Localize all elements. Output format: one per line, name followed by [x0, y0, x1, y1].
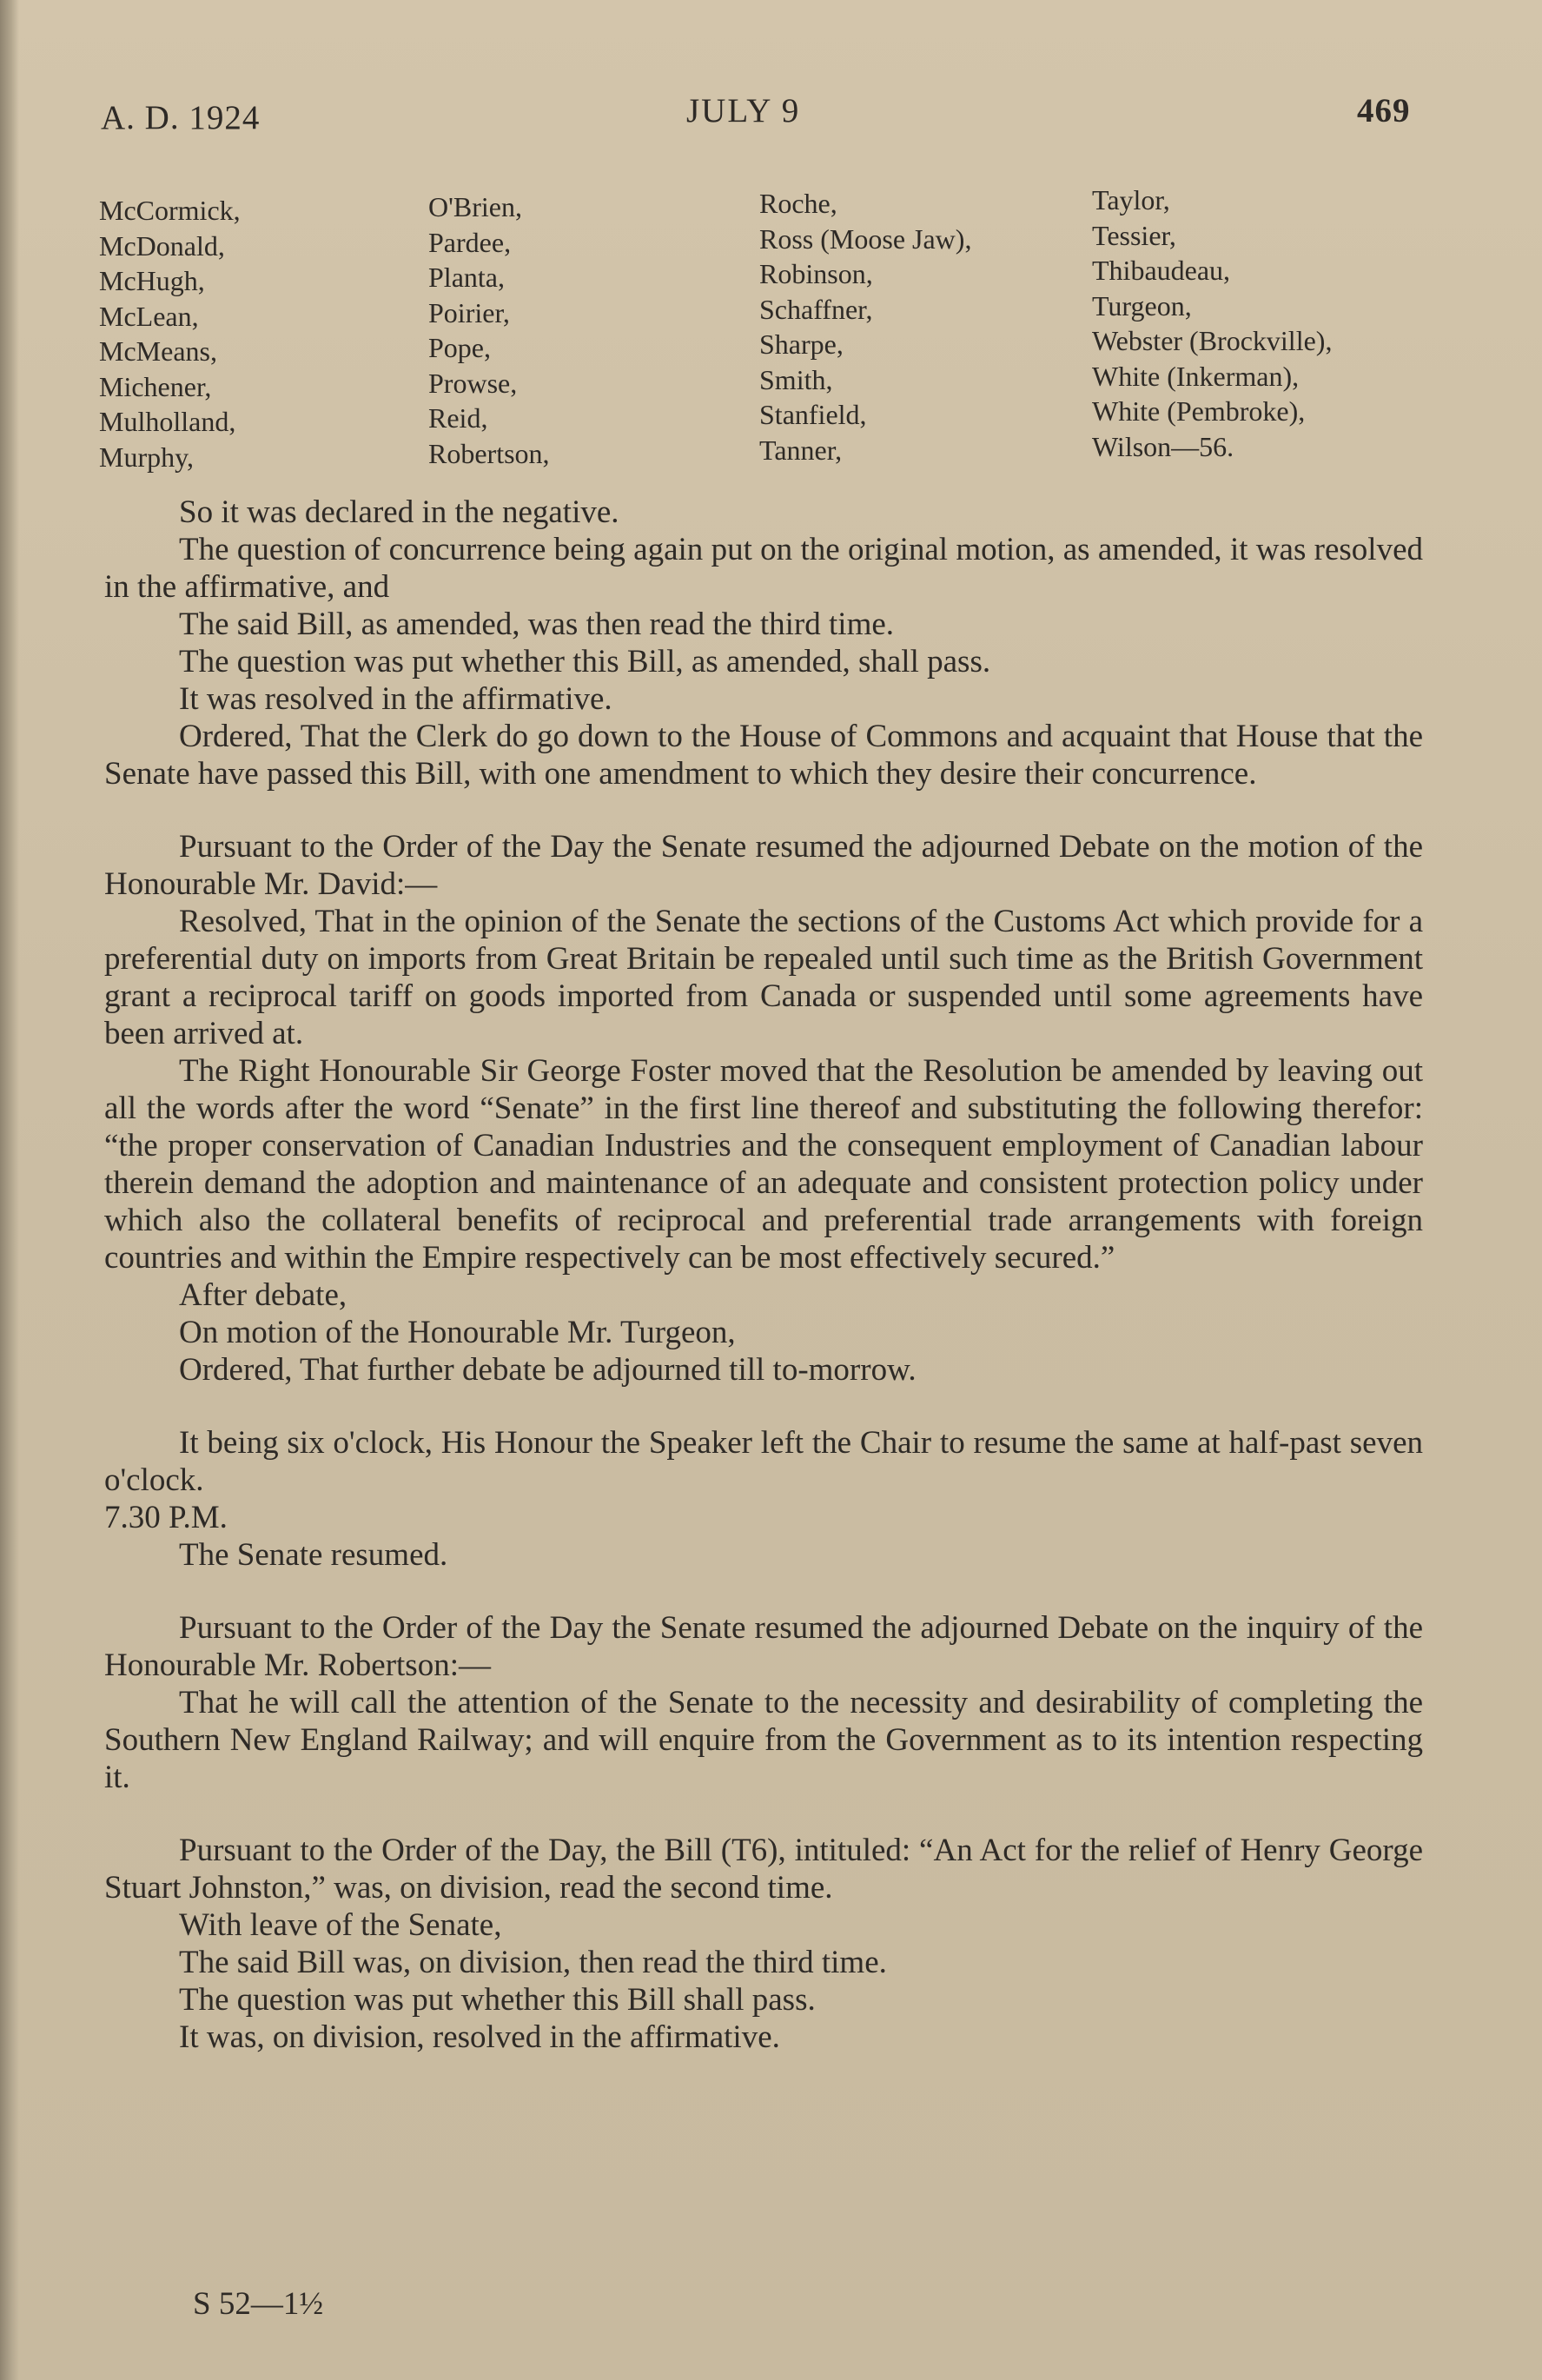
paragraph: With leave of the Senate, [179, 1907, 502, 1943]
name-entry: Michener, [99, 370, 212, 402]
name-entry: Murphy, [99, 441, 195, 473]
name-entry: Turgeon, [1092, 289, 1192, 322]
name-entry: Pope, [428, 332, 491, 363]
name-entry: Prowse, [428, 367, 518, 399]
paragraph: Pursuant to the Order of the Day, the Bill (T6), intituled: “An Act for the relief of Henry George Stuart Johnston,” was, on division, read the second time. [104, 1833, 1423, 1906]
paragraph: Resolved, That in the opinion of the Senate the sections of the Customs Act which provide for a preferential duty on imports from Great Britain be repealed until such time as the British Government grant a reciprocal tariff on goods imported from Canada or suspended until some agreements have been arrived at. [104, 904, 1423, 1051]
name-entry: Robinson, [759, 258, 873, 289]
name-entry: Thibaudeau, [1092, 255, 1231, 286]
name-entry: Tanner, [759, 434, 843, 466]
name-entry: Stanfield, [759, 399, 867, 430]
name-entry: Ross (Moose Jaw), [759, 222, 972, 255]
name-entry: McHugh, [99, 265, 205, 296]
division-names-list [0, 184, 1542, 473]
paragraph: The said Bill, as amended, was then read the third time. [179, 607, 895, 642]
name-entry: Planta, [428, 262, 505, 293]
name-entry: Schaffner, [759, 293, 873, 325]
running-header [0, 91, 1542, 143]
paragraph: It was resolved in the affirmative. [179, 681, 612, 717]
name-entry: Reid, [428, 402, 488, 434]
paragraph: The Right Honourable Sir George Foster moved that the Resolution be amended by leaving out all the words after the word “Senate” in the first line thereof and substituting the following therefor: “the proper conservation of Canadian Industries and the consequent employment of Canadian labour therein demand the adoption and maintenance of an adequate and consistent protection policy under which also the collateral benefits of reciprocal and preferential trade arrangements with foreign countries and within the Empire respectively can be most effectively secured.” [104, 1053, 1423, 1276]
name-entry: Pardee, [428, 226, 512, 258]
paragraph: On motion of the Honourable Mr. Turgeon, [179, 1315, 736, 1350]
names-column-2 [428, 189, 550, 471]
paragraph: Ordered, That further debate be adjourned till to-morrow. [179, 1352, 917, 1388]
name-entry: White (Inkerman), [1092, 360, 1300, 392]
paragraph: The question was put whether this Bill shall pass. [179, 1982, 816, 2018]
header-date: JULY 9 [686, 92, 801, 129]
paragraph: Pursuant to the Order of the Day the Senate resumed the adjourned Debate on the inquiry of the Honourable Mr. Robertson:— [104, 1610, 1423, 1683]
paragraph: After debate, [179, 1277, 347, 1313]
name-entry: Robertson, [428, 437, 550, 469]
printer-signature: S 52—1½ [193, 2286, 324, 2322]
name-entry: Smith, [759, 363, 833, 395]
paragraph: The Senate resumed. [179, 1537, 448, 1573]
name-entry: Webster (Brockville), [1092, 325, 1333, 356]
paragraph: It was, on division, resolved in the affirmative. [179, 2019, 780, 2055]
name-entry: Roche, [759, 188, 837, 219]
page-number: 469 [1357, 92, 1411, 129]
name-entry: Wilson—56. [1092, 430, 1234, 462]
name-entry: Poirier, [428, 296, 510, 328]
paragraph: That he will call the attention of the Senate to the necessity and desirability of completing the Southern New England Railway; and will enquire from the Government as to its intention respecting it. [104, 1685, 1423, 1795]
name-entry: O'Brien, [428, 191, 522, 222]
name-entry: McDonald, [99, 229, 225, 262]
name-entry: Sharpe, [759, 328, 844, 360]
names-column-4 [1092, 182, 1332, 464]
name-entry: Tessier, [1092, 219, 1176, 251]
name-entry: McLean, [99, 300, 199, 332]
name-entry: White (Pembroke), [1092, 395, 1306, 427]
time-stamp: 7.30 P.M. [104, 1500, 228, 1535]
name-entry: Mulholland, [99, 406, 236, 437]
paragraph: It being six o'clock, His Honour the Speaker left the Chair to resume the same at half-past seven o'clock. [104, 1425, 1423, 1498]
paragraph: The said Bill was, on division, then read the third time. [179, 1945, 887, 1980]
body-text [104, 494, 1423, 2056]
header-year: A. D. 1924 [101, 99, 261, 136]
names-column-3 [759, 186, 971, 467]
paragraph: The question was put whether this Bill, as amended, shall pass. [179, 644, 991, 680]
paragraph: So it was declared in the negative. [179, 494, 619, 530]
paragraph: The question of concurrence being again put on the original motion, as amended, it was resolved in the affirmative, and [104, 532, 1423, 605]
name-entry: McCormick, [99, 195, 241, 226]
paragraph: Ordered, That the Clerk do go down to the House of Commons and acquaint that House that the Senate have passed this Bill, with one amendment to which they desire their concurrence. [104, 719, 1423, 792]
name-entry: McMeans, [99, 335, 217, 367]
names-column-1 [99, 193, 241, 474]
name-entry: Taylor, [1092, 184, 1170, 215]
paragraph: Pursuant to the Order of the Day the Senate resumed the adjourned Debate on the motion of the Honourable Mr. David:— [104, 829, 1423, 902]
